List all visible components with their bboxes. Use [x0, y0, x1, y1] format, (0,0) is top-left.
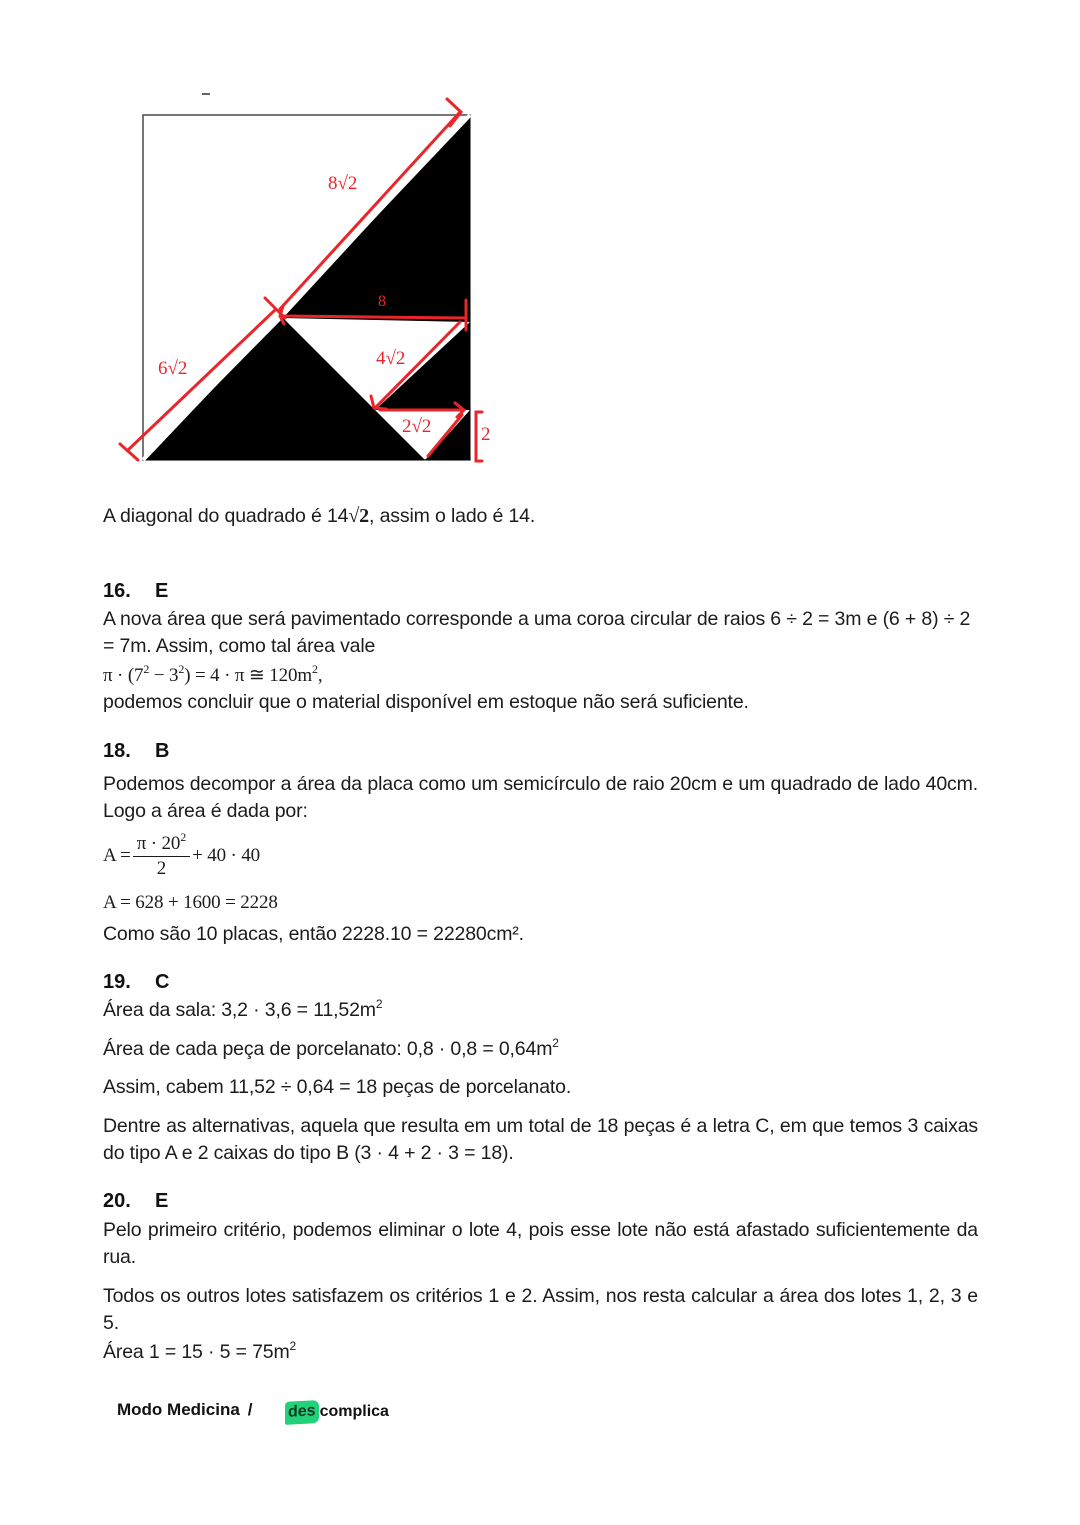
question-answer: C	[155, 971, 170, 993]
q19-line2	[103, 1036, 978, 1063]
intro-sqrt: √2	[348, 505, 370, 527]
label-top-diagonal: 8√2	[328, 173, 358, 194]
geometry-figure	[100, 80, 520, 480]
intro-after: , assim o lado é 14.	[369, 505, 536, 527]
question-number: 18.	[103, 740, 131, 762]
numerator	[133, 830, 190, 857]
formula-part: ,	[317, 665, 323, 686]
q16-formula	[103, 662, 978, 689]
q19-line4: Dentre as alternativas, aquela que resulta em um total de 18 peças é a letra C, em que temos 3 caixas do tipo A e 2 caixas do tipo B (3 · 4 + 2 · 3 = 18).	[103, 1115, 978, 1164]
exponent: 2	[289, 1339, 297, 1353]
logo-complica: complica	[319, 1403, 389, 1420]
denominator: 2	[156, 858, 167, 879]
line-text: Área da sala: 3,2 · 3,6 = 11,52m	[103, 999, 376, 1021]
numerator-text: π · 20	[136, 833, 181, 854]
label-middle-diagonal: 4√2	[376, 348, 406, 369]
question-19-header	[103, 971, 169, 994]
question-answer: B	[155, 740, 170, 762]
q20-line2: Todos os outros lotes satisfazem os critérios 1 e 2. Assim, nos resta calcular a área dos lotes 1, 2, 3 e 5.	[103, 1285, 978, 1334]
exponent: 2	[375, 997, 383, 1011]
intro-before: A diagonal do quadrado é 14	[103, 505, 349, 527]
q20-line3	[103, 1339, 978, 1366]
exponent: 2	[311, 662, 318, 676]
exponent: 2	[180, 830, 187, 844]
label-small-diagonal: 2√2	[402, 416, 432, 437]
question-answer: E	[155, 1190, 169, 1212]
logo-des: des	[285, 1400, 319, 1425]
intro-text	[103, 503, 978, 530]
label-horizontal: 8	[378, 293, 386, 310]
q16-para1: A nova área que será pavimentado corresponde a uma coroa circular de raios 6 ÷ 2 = 3m e (6 + 8) ÷ 2 = 7m. Assim, como tal área vale	[103, 608, 971, 657]
label-bottom-diagonal: 6√2	[158, 358, 188, 379]
line-text: Área de cada peça de porcelanato: 0,8 · 0,8 = 0,64m	[103, 1038, 553, 1060]
q18-equation-1	[103, 830, 978, 880]
footer	[117, 1400, 253, 1420]
fraction	[133, 830, 190, 880]
question-answer: E	[155, 580, 169, 602]
q18-para2: Como são 10 placas, então 2228.10 = 22280cm².	[103, 923, 524, 945]
formula-part: π · (7	[103, 665, 144, 686]
question-16-header	[103, 580, 168, 603]
q20-line1: Pelo primeiro critério, podemos eliminar o lote 4, pois esse lote não está afastado suficientemente da rua.	[103, 1219, 978, 1268]
eq-rest: + 40 · 40	[192, 844, 261, 866]
question-20-header	[103, 1190, 168, 1213]
q18-equation-2: A = 628 + 1600 = 2228	[103, 892, 278, 913]
exponent: 2	[178, 662, 185, 676]
question-18-header	[103, 740, 169, 763]
exponent: 2	[143, 662, 150, 676]
question-number: 19.	[103, 971, 131, 993]
question-number: 20.	[103, 1190, 131, 1212]
q16-para2: podemos concluir que o material disponível em estoque não será suficiente.	[103, 691, 749, 713]
descomplica-logo	[285, 1399, 389, 1425]
line-text: Área 1 = 15 · 5 = 75m	[103, 1341, 290, 1363]
label-small-height: 2	[481, 424, 491, 445]
footer-separator: /	[247, 1400, 253, 1419]
eq-lhs: A =	[103, 844, 131, 866]
formula-part: ) = 4 · π ≅ 120m	[184, 665, 312, 686]
q19-line3: Assim, cabem 11,52 ÷ 0,64 = 18 peças de porcelanato.	[103, 1076, 572, 1098]
exponent: 2	[552, 1036, 559, 1050]
q18-para1: Podemos decompor a área da placa como um semicírculo de raio 20cm e um quadrado de lado 40cm. Logo a área é dada por:	[103, 773, 978, 822]
footer-label: Modo Medicina	[117, 1400, 240, 1419]
question-number: 16.	[103, 580, 131, 602]
formula-part: − 3	[149, 665, 179, 686]
q19-line1	[103, 997, 978, 1024]
